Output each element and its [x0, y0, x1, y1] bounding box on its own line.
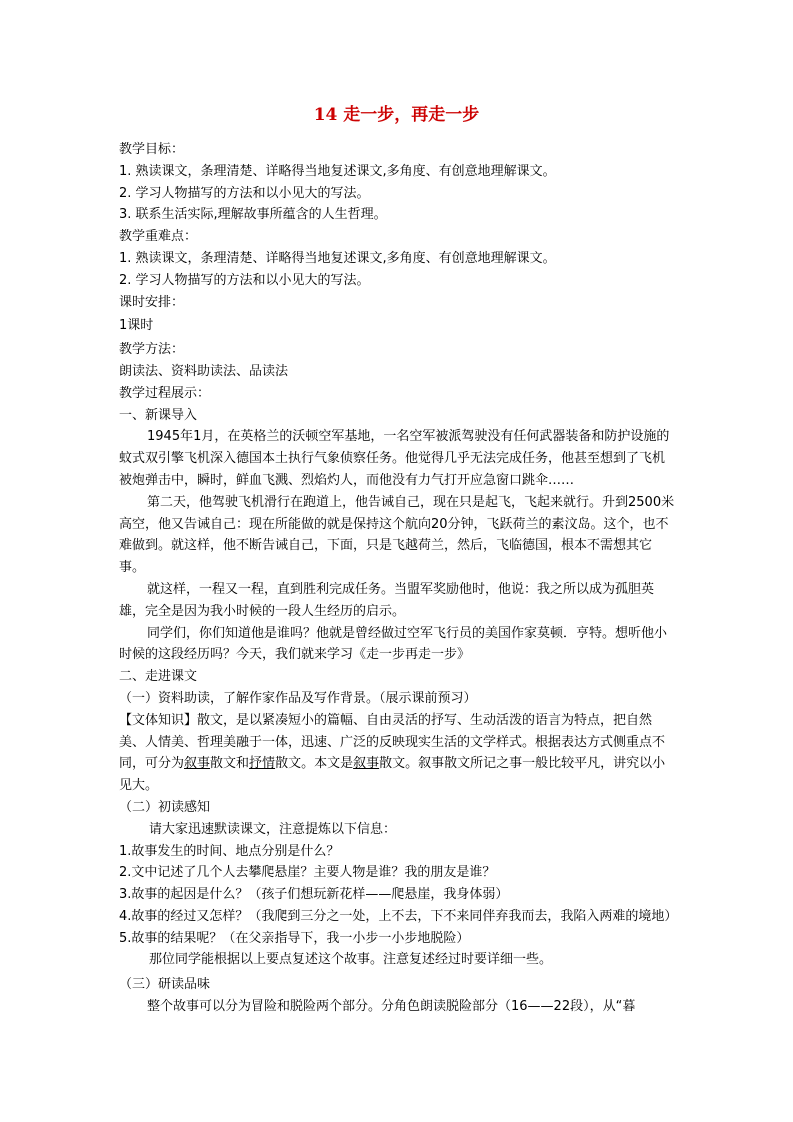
part2-outro: 那位同学能根据以上要点复述这个故事。注意复述经过时要详细一些。	[149, 952, 553, 968]
part1-heading: （一）资料助读，了解作家作品及写作背景。（展示课前预习）	[119, 690, 477, 706]
question-item: 2.文中记述了几个人去攀爬悬崖？主要人物是谁？我的朋友是谁？	[119, 865, 496, 881]
schedule-heading: 课时安排：	[119, 294, 185, 310]
intro-paragraph: 1945年1月，在英格兰的沃顿空军基地，一名空军被派驾驶没有任何武器装备和防护设施的蚊式双引擎飞机深入德国本土执行气象侦察任务。他觉得几乎无法完成任务，他甚至想到了飞机被炮弹击中，瞬时，鲜血飞溅、烈焰灼人，而他没有力气打开应急窗口跳伞……	[119, 429, 670, 488]
genre-term-narrative: 叙事	[353, 756, 380, 772]
key-point-item: 1. 熟读课文，条理清楚、详略得当地复述课文,多角度、有创意地理解课文。	[119, 250, 556, 266]
intro-paragraph: 第二天，他驾驶飞机滑行在跑道上，他告诫自己，现在只是起飞，飞起来就行。升到2500米高空，他又告诫自己：现在所能做的就是保持这个航向20分钟，飞跃荷兰的素汶岛。这个，也不难做到。就这样，他不断告诫自己，下面，只是飞越荷兰，然后，飞临德国，根本不需想其它事。	[119, 494, 675, 576]
key-point-item: 2. 学习人物描写的方法和以小见大的写法。	[119, 272, 370, 288]
question-item: 5.故事的结果呢？（在父亲指导下，我一小步一小步地脱险）	[119, 930, 470, 946]
objectives-heading: 教学目标：	[119, 142, 185, 157]
intro-paragraph: 就这样，一程又一程，直到胜利完成任务。当盟军奖励他时，他说：我之所以成为孤胆英雄，完全是因为我小时候的一段人生经历的启示。	[119, 581, 655, 619]
genre-text: 散文和	[210, 756, 250, 772]
objective-item: 3. 联系生活实际,理解故事所蕴含的人生哲理。	[119, 207, 387, 223]
objective-item: 1. 熟读课文，条理清楚、详略得当地复述课文,多角度、有创意地理解课文。	[119, 163, 556, 179]
key-points-heading: 教学重难点：	[119, 229, 198, 245]
methods-heading: 教学方法：	[119, 342, 185, 358]
genre-term-narrative: 叙事	[184, 756, 211, 772]
objective-item: 2. 学习人物描写的方法和以小见大的写法。	[119, 185, 370, 201]
lesson-content	[119, 139, 678, 1018]
part2-heading: （二）初读感知	[119, 799, 211, 815]
genre-text: 散文。本文是	[275, 756, 354, 772]
section1-heading: 一、新课导入	[119, 407, 198, 423]
genre-term-lyrical: 抒情	[249, 756, 276, 772]
schedule-value: 1课时	[119, 318, 154, 334]
genre-text: 【文体知识】散文，是以紧凑短小的篇幅、自由灵活的抒写、生动活泼的语言为特点，把自然美、人情美、哲理美融于一体，迅速、广泛的反映现实生活的文学样式。根据表达方式侧重点不同，可分为	[119, 712, 666, 772]
part2-intro: 请大家迅速默读课文，注意提炼以下信息：	[149, 821, 397, 837]
genre-knowledge-paragraph	[119, 710, 675, 797]
genre-text: 散文。叙事散文所记之事一般比较平凡，讲究以小见大。	[119, 756, 666, 794]
part3-heading: （三）研读品味	[119, 977, 211, 993]
section2-heading: 二、走进课文	[119, 669, 198, 685]
part3-text: 整个故事可以分为冒险和脱险两个部分。分角色朗读脱险部分（16——22段），从“暮	[147, 999, 636, 1015]
intro-paragraph: 同学们，你们知道他是谁吗？他就是曾经做过空军飞行员的美国作家莫顿．亨特。想听他小时候的这段经历吗？今天，我们就来学习《走一步再走一步》	[119, 625, 668, 663]
question-item: 1.故事发生的时间、地点分别是什么？	[119, 843, 340, 859]
question-item: 4.故事的经过又怎样？（我爬到三分之一处，上不去，下不来同伴弃我而去，我陷入两难的境地）	[119, 908, 678, 924]
process-heading: 教学过程展示：	[119, 385, 211, 401]
question-item: 3.故事的起因是什么？（孩子们想玩新花样——爬悬崖，我身体弱）	[119, 887, 509, 903]
page-title: 14 走一步，再走一步	[313, 105, 480, 125]
methods-value: 朗读法、资料助读法、品读法	[119, 363, 289, 379]
